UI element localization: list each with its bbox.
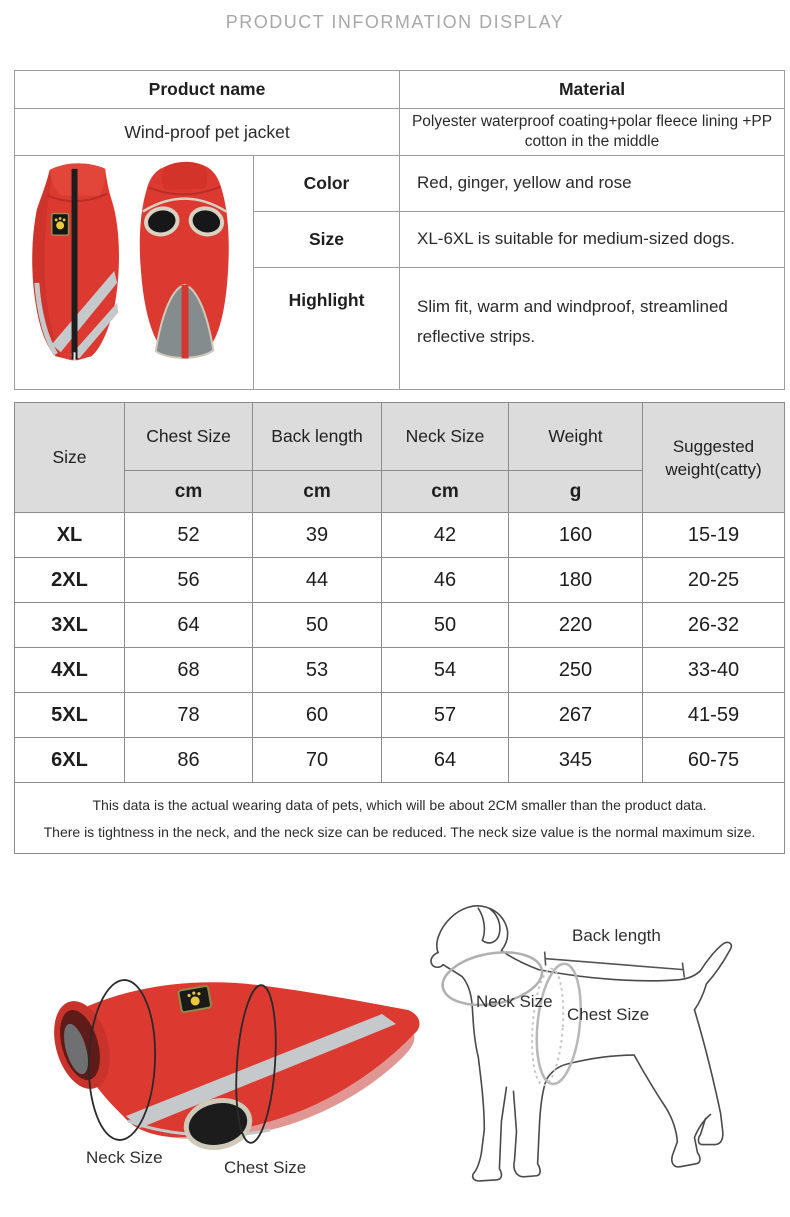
unit-neck: cm bbox=[382, 471, 509, 513]
table-cell: 53 bbox=[253, 648, 382, 693]
table-cell: 50 bbox=[382, 603, 509, 648]
table-cell: 54 bbox=[382, 648, 509, 693]
notes-cell bbox=[15, 783, 785, 854]
size-row-2xl bbox=[15, 558, 785, 603]
table-cell: XL bbox=[15, 513, 125, 558]
table-cell: 86 bbox=[125, 738, 253, 783]
col-header-weight: Weight bbox=[509, 403, 643, 471]
size-label: Size bbox=[254, 211, 400, 267]
dog-hind-leg-1 bbox=[634, 1055, 710, 1167]
jacket-side-view-illustration bbox=[30, 928, 450, 1160]
table-cell: 267 bbox=[509, 693, 643, 738]
table-cell: 68 bbox=[125, 648, 253, 693]
note-line-1: This data is the actual wearing data of pets, which will be about 2CM smaller than the product data. bbox=[92, 796, 707, 813]
table-cell: 220 bbox=[509, 603, 643, 648]
size-chart-table bbox=[14, 402, 785, 854]
unit-back: cm bbox=[253, 471, 382, 513]
col-header-chest: Chest Size bbox=[125, 403, 253, 471]
product-info-table bbox=[14, 70, 785, 390]
notes-row bbox=[15, 783, 785, 854]
size-chart-header-row bbox=[15, 403, 785, 471]
col-header-size: Size bbox=[15, 403, 125, 513]
dog-hind-leg-2 bbox=[694, 1010, 722, 1145]
product-photo-cell bbox=[15, 156, 254, 390]
size-row-6xl bbox=[15, 738, 785, 783]
table-cell: 5XL bbox=[15, 693, 125, 738]
table-cell: 57 bbox=[382, 693, 509, 738]
dog-belly-line bbox=[547, 1055, 634, 1079]
highlight-value: Slim fit, warm and windproof, streamlined reflective strips. bbox=[400, 267, 785, 389]
table-cell: 64 bbox=[125, 603, 253, 648]
measurement-diagrams bbox=[0, 853, 790, 1217]
info-value-row bbox=[15, 109, 785, 156]
table-cell: 3XL bbox=[15, 603, 125, 648]
table-cell: 60 bbox=[253, 693, 382, 738]
jacket-chest-size-label: Chest Size bbox=[224, 1158, 307, 1177]
jacket-neck-size-label: Neck Size bbox=[86, 1148, 163, 1167]
dog-front-leg-1 bbox=[473, 1057, 507, 1181]
table-cell: 4XL bbox=[15, 648, 125, 693]
dog-chest-size-label: Chest Size bbox=[567, 1005, 650, 1024]
table-cell: 52 bbox=[125, 513, 253, 558]
table-cell: 44 bbox=[253, 558, 382, 603]
unit-chest: cm bbox=[125, 471, 253, 513]
table-cell: 2XL bbox=[15, 558, 125, 603]
table-cell: 180 bbox=[509, 558, 643, 603]
table-cell: 56 bbox=[125, 558, 253, 603]
size-row-xl bbox=[15, 513, 785, 558]
table-cell: 60-75 bbox=[643, 738, 785, 783]
table-cell: 20-25 bbox=[643, 558, 785, 603]
jacket-front-view bbox=[32, 163, 119, 360]
size-row-5xl bbox=[15, 693, 785, 738]
col-header-neck: Neck Size bbox=[382, 403, 509, 471]
table-cell: 160 bbox=[509, 513, 643, 558]
table-cell: 42 bbox=[382, 513, 509, 558]
size-value: XL-6XL is suitable for medium-sized dogs. bbox=[400, 211, 785, 267]
table-cell: 345 bbox=[509, 738, 643, 783]
color-label: Color bbox=[254, 156, 400, 212]
table-cell: 26-32 bbox=[643, 603, 785, 648]
info-header-row bbox=[15, 71, 785, 109]
product-name-value: Wind-proof pet jacket bbox=[15, 109, 400, 156]
dog-front-leg-2 bbox=[513, 1079, 546, 1177]
unit-weight: g bbox=[509, 471, 643, 513]
table-cell: 64 bbox=[382, 738, 509, 783]
table-cell: 39 bbox=[253, 513, 382, 558]
col-header-suggested: Suggested weight(catty) bbox=[643, 403, 785, 513]
size-row-4xl bbox=[15, 648, 785, 693]
table-cell: 78 bbox=[125, 693, 253, 738]
size-row-3xl bbox=[15, 603, 785, 648]
table-cell: 250 bbox=[509, 648, 643, 693]
table-cell: 50 bbox=[253, 603, 382, 648]
jacket-back-view bbox=[139, 162, 228, 359]
material-header: Material bbox=[400, 71, 785, 109]
table-cell: 41-59 bbox=[643, 693, 785, 738]
color-value: Red, ginger, yellow and rose bbox=[400, 156, 785, 212]
page-title: PRODUCT INFORMATION DISPLAY bbox=[225, 12, 565, 32]
product-name-header: Product name bbox=[15, 71, 400, 109]
paw-logo bbox=[178, 986, 211, 1013]
color-row bbox=[15, 156, 785, 212]
highlight-label: Highlight bbox=[254, 267, 400, 389]
paw-logo bbox=[51, 213, 68, 235]
table-cell: 70 bbox=[253, 738, 382, 783]
material-value: Polyester waterproof coating+polar fleece lining +PP cotton in the middle bbox=[400, 109, 785, 156]
note-line-2: There is tightness in the neck, and the neck size can be reduced. The neck size value is the normal maximum size. bbox=[43, 823, 756, 840]
table-cell: 15-19 bbox=[643, 513, 785, 558]
table-cell: 6XL bbox=[15, 738, 125, 783]
dog-neck-size-label: Neck Size bbox=[476, 992, 553, 1011]
product-photo-front-back bbox=[16, 156, 253, 384]
col-header-back: Back length bbox=[253, 403, 382, 471]
dog-back-length-label: Back length bbox=[572, 926, 661, 945]
table-cell: 33-40 bbox=[643, 648, 785, 693]
table-cell: 46 bbox=[382, 558, 509, 603]
